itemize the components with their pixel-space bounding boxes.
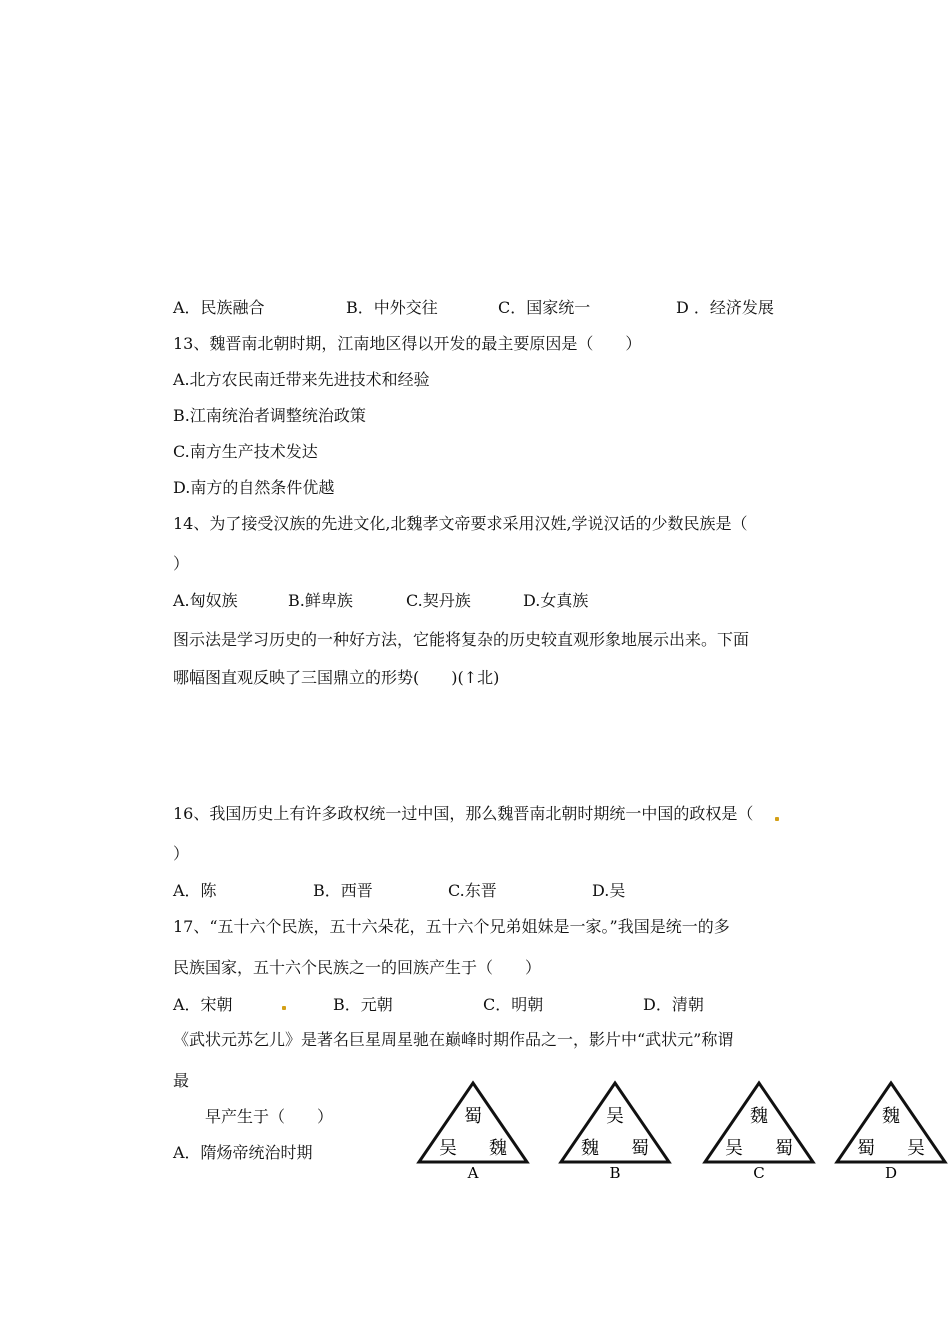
q14-stem-line1: 14、为了接受汉族的先进文化,北魏孝文帝要求采用汉姓,学说汉话的少数民族是（ (173, 514, 748, 533)
q18-option-a: A．隋炀帝统治时期 (173, 1143, 313, 1162)
diagram-a-label: A (467, 1164, 479, 1180)
q14-stem-line2: ） (173, 554, 190, 573)
diagram-c-left: 吴 (725, 1138, 743, 1159)
q12-option-a: A．民族融合 (173, 298, 265, 317)
q15-stem-line2: 哪幅图直观反映了三国鼎立的形势( )(↑北) (173, 668, 500, 687)
q12-option-c: C．国家统一 (498, 298, 591, 317)
q17-stem-line2: 民族国家，五十六个民族之一的回族产生于（ ） (173, 958, 542, 977)
diagram-c-right: 蜀 (775, 1138, 793, 1159)
q14-option-a: A.匈奴族 (173, 591, 238, 610)
q14-option-d: D.女真族 (523, 591, 589, 610)
diagram-b (556, 1080, 674, 1180)
q17-option-b: B．元朝 (333, 995, 393, 1014)
q12-option-d: D ．经济发展 (676, 298, 774, 317)
q16-option-d: D.吴 (592, 881, 626, 900)
diagram-a-right: 魏 (489, 1138, 507, 1159)
q13-stem: 13、魏晋南北朝时期，江南地区得以开发的最主要原因是（ ） (173, 334, 642, 353)
q16-option-a: A．陈 (173, 881, 217, 900)
diagram-a-top: 蜀 (464, 1106, 482, 1127)
diagram-c-label: C (753, 1164, 765, 1180)
diagram-d-right: 吴 (907, 1138, 925, 1159)
q16-stem-line2: ） (173, 844, 190, 863)
q18-stem-line3: 早产生于（ ） (205, 1107, 334, 1126)
diagram-a-left: 吴 (439, 1138, 457, 1159)
diagram-c-top: 魏 (750, 1106, 768, 1127)
stray-mark (282, 1006, 286, 1010)
stray-mark (775, 817, 779, 821)
q18-stem-line1: 《武状元苏乞儿》是著名巨星周星驰在巅峰时期作品之一，影片中“武状元”称谓 (173, 1030, 734, 1049)
diagram-d-label: D (884, 1164, 898, 1180)
diagram-b-right: 蜀 (631, 1138, 649, 1159)
q16-option-c: C.东晋 (448, 881, 497, 900)
diagram-d-top: 魏 (882, 1106, 900, 1127)
diagram-d-left: 蜀 (857, 1138, 875, 1159)
q18-stem-line2: 最 (173, 1071, 190, 1090)
diagram-b-left: 魏 (581, 1138, 599, 1159)
q13-option-b: B.江南统治者调整统治政策 (173, 406, 366, 425)
diagram-c (700, 1080, 818, 1180)
q14-option-b: B.鲜卑族 (288, 591, 353, 610)
q13-option-a: A.北方农民南迁带来先进技术和经验 (173, 370, 430, 389)
q17-option-d: D．清朝 (643, 995, 704, 1014)
q17-stem-line1: 17、“五十六个民族，五十六朵花，五十六个兄弟姐妹是一家。”我国是统一的多 (173, 917, 730, 936)
diagram-b-label: B (609, 1164, 621, 1180)
q13-option-c: C.南方生产技术发达 (173, 442, 318, 461)
diagram-d (832, 1080, 950, 1180)
q14-option-c: C.契丹族 (406, 591, 471, 610)
q15-stem-line1: 图示法是学习历史的一种好方法，它能将复杂的历史较直观形象地展示出来。下面 (173, 630, 750, 649)
q12-option-b: B．中外交往 (346, 298, 438, 317)
diagram-a (414, 1080, 532, 1180)
q17-option-a: A．宋朝 (173, 995, 233, 1014)
q17-option-c: C．明朝 (483, 995, 544, 1014)
diagram-b-top: 吴 (606, 1106, 624, 1127)
q16-option-b: B．西晋 (313, 881, 373, 900)
q13-option-d: D.南方的自然条件优越 (173, 478, 335, 497)
q16-stem-line1: 16、我国历史上有许多政权统一过中国，那么魏晋南北朝时期统一中国的政权是（ (173, 804, 754, 823)
